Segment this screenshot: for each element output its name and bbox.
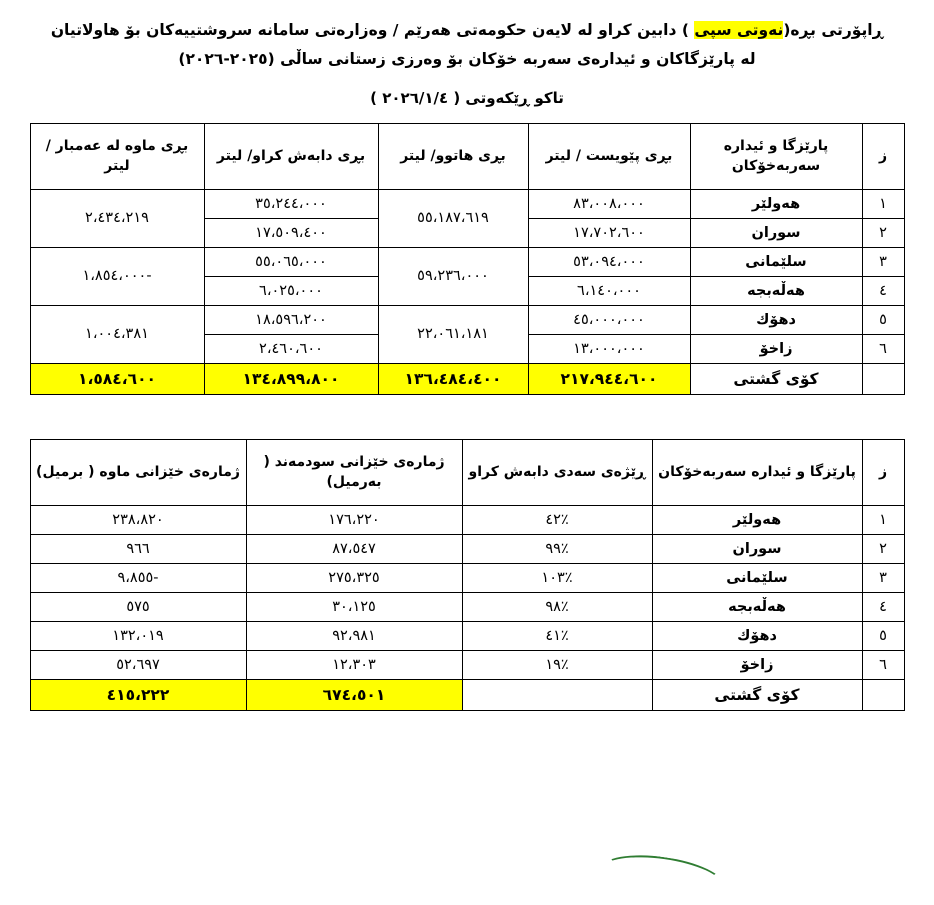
cell-index: ٣ <box>862 563 904 592</box>
cell-index: ٢ <box>862 218 904 247</box>
cell-index: ٣ <box>862 247 904 276</box>
cell-remaining: -١،٨٥٤،٠٠٠ <box>30 247 204 305</box>
cell-index <box>862 679 904 710</box>
cell-received: ٥٥،١٨٧،٦١٩ <box>378 189 528 247</box>
table-row <box>30 189 904 218</box>
cell-index: ٦ <box>862 650 904 679</box>
table-total-row <box>30 363 904 394</box>
th-remaining: بڕی ماوە لە عەمبار /لیتر <box>30 123 204 189</box>
cell-total-label: کۆی گشتی <box>690 363 862 394</box>
title-line-1 <box>0 16 934 45</box>
table-separator <box>0 395 934 439</box>
cell-remaining: ١٣٢،٠١٩ <box>30 621 246 650</box>
cell-index: ٥ <box>862 305 904 334</box>
cell-remaining: ٩٦٦ <box>30 534 246 563</box>
table-households <box>30 439 905 711</box>
cell-governorate: هەولێر <box>690 189 862 218</box>
th-received: بڕی هاتوو/ لیتر <box>378 123 528 189</box>
th-index: ز <box>862 439 904 505</box>
cell-percent: ٪١٩ <box>462 650 652 679</box>
cell-required: ٨٣،٠٠٨،٠٠٠ <box>528 189 690 218</box>
cell-index: ١ <box>862 505 904 534</box>
report-date-line: تاکو ڕێکەوتی ( ٢٠٢٦/١/٤ ) <box>370 88 564 107</box>
cell-remaining: ٢٣٨،٨٢٠ <box>30 505 246 534</box>
cell-index: ٤ <box>862 276 904 305</box>
cell-percent: ٪٩٨ <box>462 592 652 621</box>
table-row <box>30 534 904 563</box>
cell-required: ٥٣،٠٩٤،٠٠٠ <box>528 247 690 276</box>
cell-governorate: هەولێر <box>652 505 862 534</box>
table-total-row <box>30 679 904 710</box>
cell-governorate: سلێمانی <box>652 563 862 592</box>
cell-benefited: ٨٧،٥٤٧ <box>246 534 462 563</box>
cell-index: ١ <box>862 189 904 218</box>
cell-index: ٤ <box>862 592 904 621</box>
cell-received: ٢٢،٠٦١،١٨١ <box>378 305 528 363</box>
th-required: بڕی پێویست / لیتر <box>528 123 690 189</box>
cell-percent: ٪٤٢ <box>462 505 652 534</box>
th-percent-distributed: ڕێژەی سەدی دابەش کراو <box>462 439 652 505</box>
cell-total-percent <box>462 679 652 710</box>
cell-governorate: دهۆك <box>652 621 862 650</box>
cell-distributed: ٦،٠٢٥،٠٠٠ <box>204 276 378 305</box>
cell-governorate: سوران <box>652 534 862 563</box>
th-index: ز <box>862 123 904 189</box>
table-row <box>30 305 904 334</box>
cell-total-required: ٢١٧،٩٤٤،٦٠٠ <box>528 363 690 394</box>
cell-total-label: کۆی گشتی <box>652 679 862 710</box>
cell-percent: ٪١٠٣ <box>462 563 652 592</box>
cell-distributed: ١٨،٥٩٦،٢٠٠ <box>204 305 378 334</box>
cell-required: ٤٥،٠٠٠،٠٠٠ <box>528 305 690 334</box>
cell-required: ١٧،٧٠٢،٦٠٠ <box>528 218 690 247</box>
cell-remaining: ٢،٤٣٤،٢١٩ <box>30 189 204 247</box>
cell-distributed: ٢،٤٦٠،٦٠٠ <box>204 334 378 363</box>
cell-received: ٥٩،٢٣٦،٠٠٠ <box>378 247 528 305</box>
cell-governorate: زاخۆ <box>690 334 862 363</box>
cell-index: ٢ <box>862 534 904 563</box>
cell-distributed: ٥٥،٠٦٥،٠٠٠ <box>204 247 378 276</box>
cell-governorate: سوران <box>690 218 862 247</box>
cell-benefited: ٩٢،٩٨١ <box>246 621 462 650</box>
cell-required: ١٣،٠٠٠،٠٠٠ <box>528 334 690 363</box>
table-row <box>30 505 904 534</box>
title-seg-3: ) دابین کراو لە لایەن حکومەتی هەرێم / وەزارەتی سامانە سروشتییەکان بۆ هاولاتیان <box>50 21 695 39</box>
title-highlight-white-oil: نەوتی سپی <box>694 21 784 39</box>
table-row <box>30 247 904 276</box>
table-quantities <box>30 123 905 395</box>
cell-governorate: دهۆك <box>690 305 862 334</box>
cell-index: ٥ <box>862 621 904 650</box>
cell-governorate: هەڵەبجە <box>652 592 862 621</box>
cell-governorate: هەڵەبجە <box>690 276 862 305</box>
cell-remaining: -٩،٨٥٥ <box>30 563 246 592</box>
decorative-arc <box>598 849 726 905</box>
table-row <box>30 592 904 621</box>
table-row <box>30 650 904 679</box>
cell-remaining: ٥٧٥ <box>30 592 246 621</box>
title-line-2: لە پارێزگاکان و ئیدارەی سەربە خۆکان بۆ وەرزی زستانی ساڵی (٢٠٢٥-٢٠٢٦) <box>178 50 756 69</box>
cell-total-benefited: ٦٧٤،٥٠١ <box>246 679 462 710</box>
cell-governorate: سلێمانی <box>690 247 862 276</box>
cell-percent: ٪٩٩ <box>462 534 652 563</box>
table-quantities-header-row <box>30 123 904 189</box>
report-title-block <box>0 0 934 75</box>
th-benefited-households: ژمارەی خێزانی سودمەند ( بەرمیل) <box>246 439 462 505</box>
table-households-header-row <box>30 439 904 505</box>
cell-governorate: زاخۆ <box>652 650 862 679</box>
cell-distributed: ٣٥،٢٤٤،٠٠٠ <box>204 189 378 218</box>
cell-percent: ٪٤١ <box>462 621 652 650</box>
cell-total-remaining: ١،٥٨٤،٦٠٠ <box>30 363 204 394</box>
cell-required: ٦،١٤٠،٠٠٠ <box>528 276 690 305</box>
table-row <box>30 563 904 592</box>
th-governorate: پارێزگا و ئیدارە سەربەخۆکان <box>690 123 862 189</box>
cell-index <box>862 363 904 394</box>
th-remaining-households: ژمارەی خێزانی ماوە ( برمیل) <box>30 439 246 505</box>
cell-remaining: ١،٠٠٤،٣٨١ <box>30 305 204 363</box>
cell-benefited: ٢٧٥،٣٢٥ <box>246 563 462 592</box>
cell-distributed: ١٧،٥٠٩،٤٠٠ <box>204 218 378 247</box>
th-distributed: بڕی دابەش کراو/ لیتر <box>204 123 378 189</box>
cell-index: ٦ <box>862 334 904 363</box>
cell-benefited: ١٧٦،٢٢٠ <box>246 505 462 534</box>
cell-remaining: ٥٢،٦٩٧ <box>30 650 246 679</box>
table-row <box>30 621 904 650</box>
cell-total-distributed: ١٣٤،٨٩٩،٨٠٠ <box>204 363 378 394</box>
cell-benefited: ١٢،٣٠٣ <box>246 650 462 679</box>
cell-total-received: ١٣٦،٤٨٤،٤٠٠ <box>378 363 528 394</box>
th-governorate: پارێزگا و ئیدارە سەربەخۆکان <box>652 439 862 505</box>
cell-total-remaining: ٤١٥،٢٢٢ <box>30 679 246 710</box>
title-seg-1: ڕاپۆرتی بڕە( <box>783 21 884 39</box>
cell-benefited: ٣٠،١٢٥ <box>246 592 462 621</box>
